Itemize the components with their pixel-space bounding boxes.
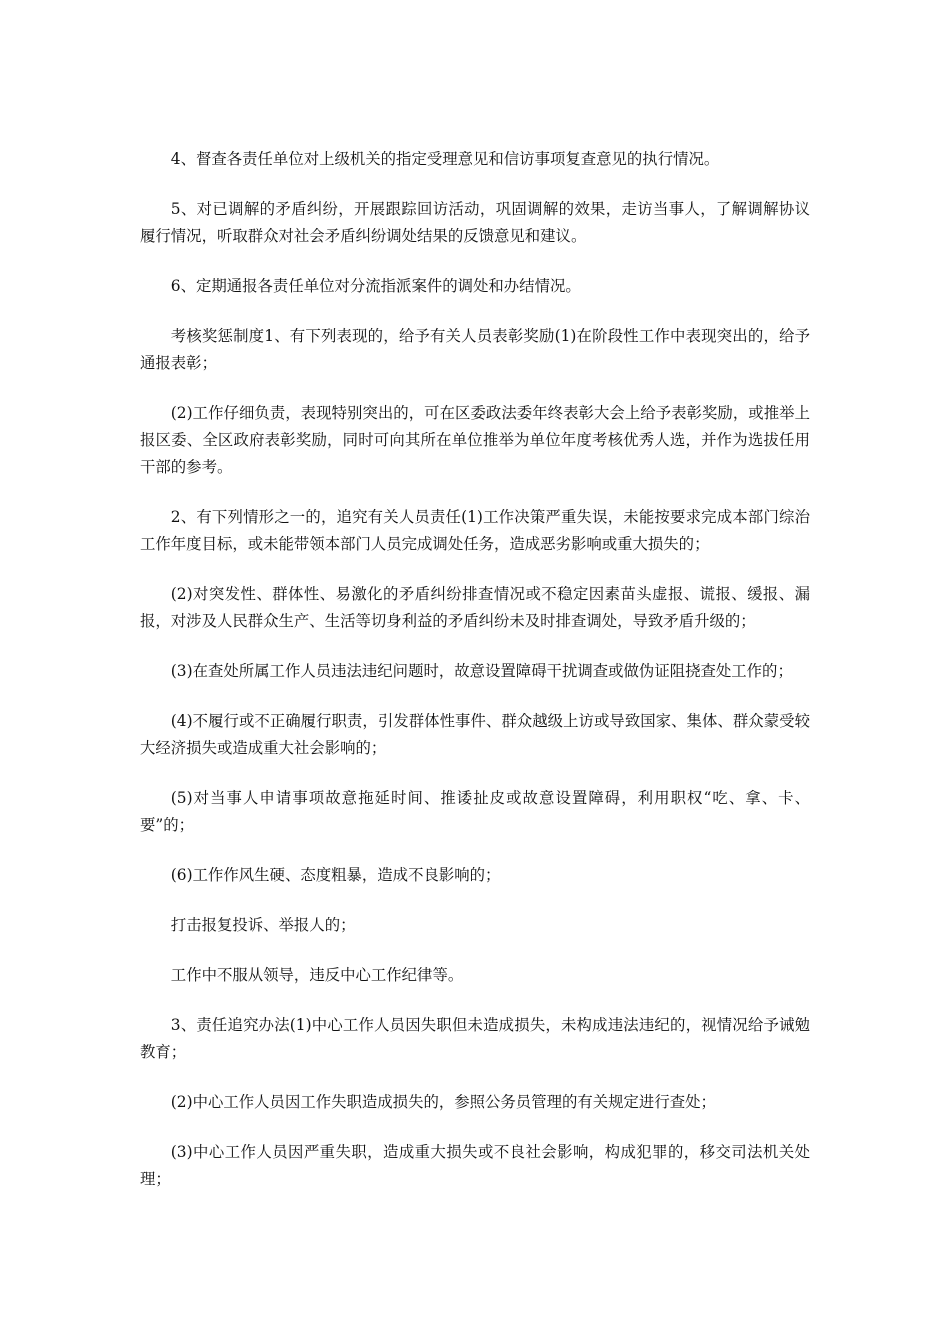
document-body	[140, 146, 810, 1216]
paragraph-accountability-1: 2、有下列情形之一的，追究有关人员责任(1)工作决策严重失误，未能按要求完成本部门综治工作年度目标，或未能带领本部门人员完成调处任务，造成恶劣影响或重大损失的；	[140, 508, 810, 553]
paragraph-accountability-4: (4)不履行或不正确履行职责，引发群体性事件、群众越级上访或导致国家、集体、群众蒙受较大经济损失或造成重大社会影响的；	[140, 712, 810, 757]
paragraph-item-4: 4、督查各责任单位对上级机关的指定受理意见和信访事项复查意见的执行情况。	[170, 150, 720, 168]
paragraph-accountability-6: (6)工作作风生硬、态度粗暴，造成不良影响的；	[170, 866, 501, 884]
paragraph-reward-system: 考核奖惩制度1、有下列表现的，给予有关人员表彰奖励(1)在阶段性工作中表现突出的，给予通报表彰；	[140, 327, 810, 372]
paragraph-accountability-5: (5)对当事人申请事项故意拖延时间、推诿扯皮或故意设置障碍，利用职权“吃、拿、卡、要”的；	[140, 789, 810, 834]
paragraph-accountability-2: (2)对突发性、群体性、易激化的矛盾纠纷排查情况或不稳定因素苗头虚报、谎报、缓报、漏报，对涉及人民群众生产、生活等切身利益的矛盾纠纷未及时排查调处，导致矛盾升级的；	[140, 585, 810, 630]
paragraph-retaliation: 打击报复投诉、举报人的；	[170, 916, 356, 934]
paragraph-item-6: 6、定期通报各责任单位对分流指派案件的调处和办结情况。	[170, 277, 581, 295]
paragraph-measures-1: 3、责任追究办法(1)中心工作人员因失职但未造成损失，未构成违法违纪的，视情况给予诫勉教育；	[140, 1016, 810, 1061]
paragraph-reward-2: (2)工作仔细负责，表现特别突出的，可在区委政法委年终表彰大会上给予表彰奖励，或推举上报区委、全区政府表彰奖励，同时可向其所在单位推举为单位年度考核优秀人选，并作为选拔任用干部的参考。	[140, 404, 810, 476]
paragraph-item-5: 5、对已调解的矛盾纠纷，开展跟踪回访活动，巩固调解的效果，走访当事人，了解调解协议履行情况，听取群众对社会矛盾纠纷调处结果的反馈意见和建议。	[140, 200, 810, 245]
paragraph-measures-3: (3)中心工作人员因严重失职，造成重大损失或不良社会影响，构成犯罪的，移交司法机关处理；	[140, 1143, 810, 1188]
paragraph-accountability-3: (3)在查处所属工作人员违法违纪问题时，故意设置障碍干扰调查或做伪证阻挠查处工作的；	[170, 662, 793, 680]
paragraph-measures-2: (2)中心工作人员因工作失职造成损失的，参照公务员管理的有关规定进行查处；	[170, 1093, 716, 1111]
paragraph-discipline: 工作中不服从领导，违反中心工作纪律等。	[170, 966, 464, 984]
